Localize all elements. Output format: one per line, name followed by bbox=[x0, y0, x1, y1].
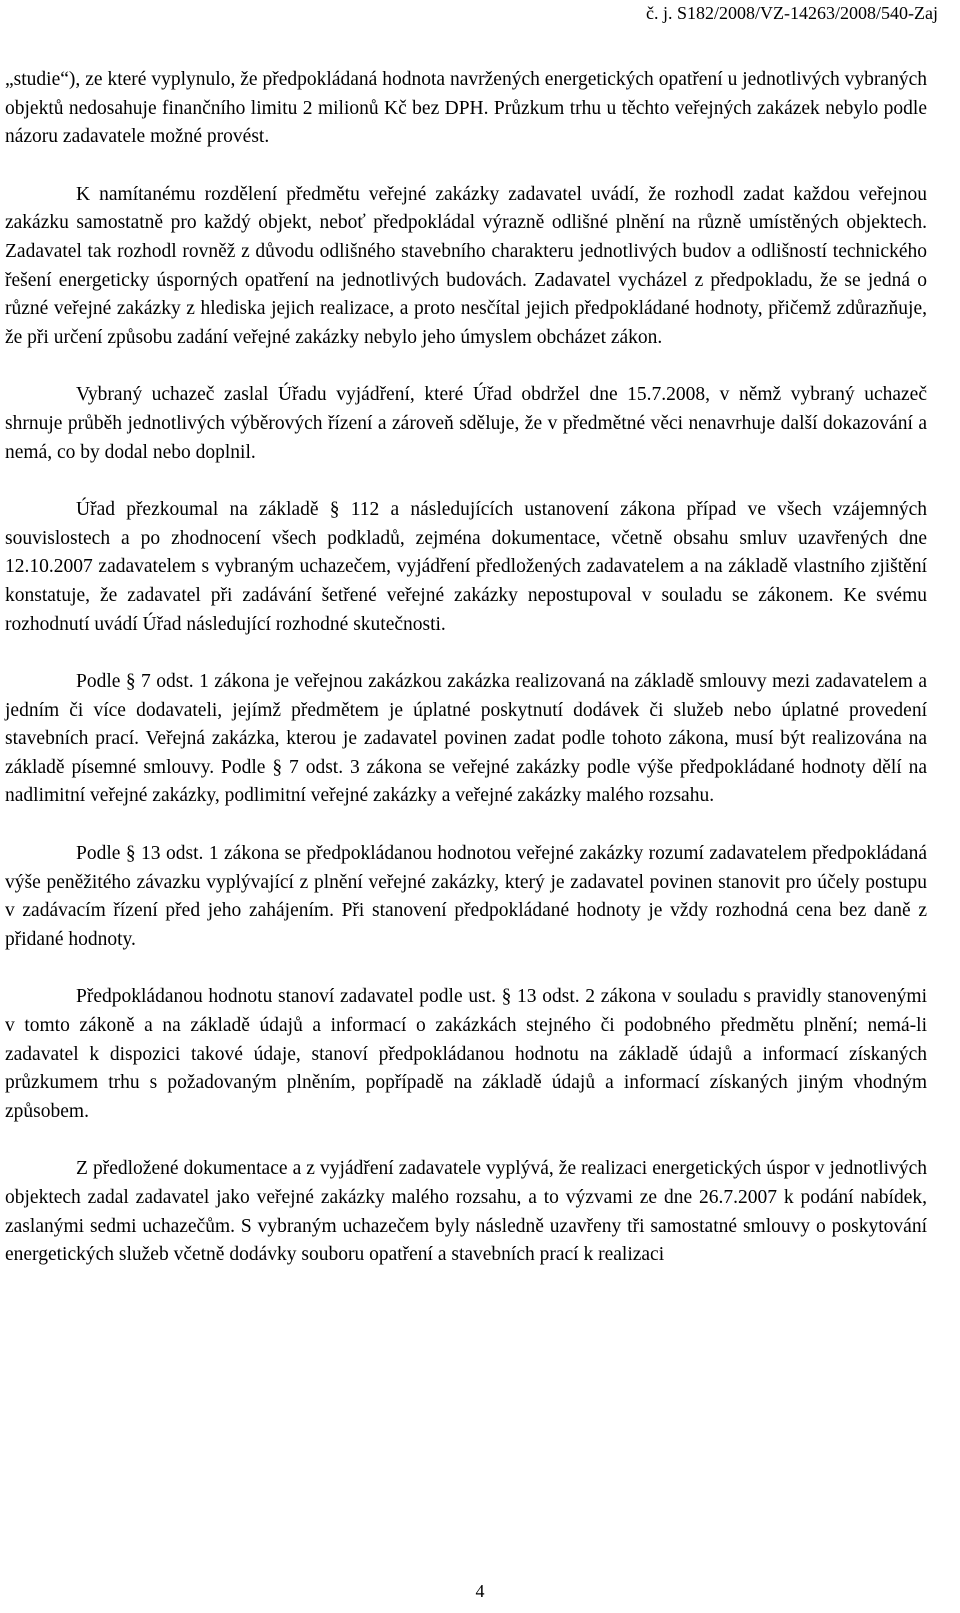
page-number: 4 bbox=[475, 1581, 485, 1601]
document-reference: č. j. S182/2008/VZ-14263/2008/540-Zaj bbox=[646, 3, 938, 23]
paragraph: Z předložené dokumentace a z vyjádření zadavatele vyplývá, že realizaci energetických úspor v jednotlivých objektech zadal zadavatel jako veřejné zakázky malého rozsahu, a to výzvami ze dne 26.7.2007 k podání nabídek, zaslanými sedmi uchazečům. S vybraným uchazečem byly následně uzavřeny tři samostatné smlouvy o poskytování energetických služeb včetně dodávky souboru opatření a stavebních prací k realizaci bbox=[5, 1158, 927, 1266]
paragraph: Úřad přezkoumal na základě § 112 a následujících ustanovení zákona případ ve všech vzájemných souvislostech a po zhodnocení všech podkladů, zejména dokumentace, včetně obsahu smluv uzavřených dne 12.10.2007 zadavatelem s vybraným uchazečem, vyjádření předložených zadavatelem a na základě vlastního zjištění konstatuje, že zadavatel při zadávání šetřené veřejné zakázky nepostupoval v souladu se zákonem. Ke svému rozhodnutí uvádí Úřad následující rozhodné skutečnosti. bbox=[5, 499, 927, 635]
paragraph: Vybraný uchazeč zaslal Úřadu vyjádření, které Úřad obdržel dne 15.7.2008, v němž vybraný uchazeč shrnuje průběh jednotlivých výběrových řízení a zároveň sděluje, že v předmětné věci nenavrhuje další dokazování a nemá, co by dodal nebo doplnil. bbox=[5, 384, 927, 463]
paragraph: Předpokládanou hodnotu stanoví zadavatel podle ust. § 13 odst. 2 zákona v souladu s pravidly stanovenými v tomto zákoně a na základě údajů a informací o zakázkách stejného či podobného předmětu plnění; nemá-li zadavatel k dispozici takové údaje, stanoví předpokládanou hodnotu na základě údajů a informací získaných průzkumem trhu s požadovaným plněním, popřípadě na základě údajů a informací získaných jiným vhodným způsobem. bbox=[5, 986, 927, 1122]
paragraph: Podle § 13 odst. 1 zákona se předpokládanou hodnotou veřejné zakázky rozumí zadavatelem předpokládaná výše peněžitého závazku vyplývající z plnění veřejné zakázky, který je zadavatel povinen stanovit pro účely postupu v zadávacím řízení před jeho zahájením. Při stanovení předpokládané hodnoty je vždy rozhodná cena bez daně z přidané hodnoty. bbox=[5, 843, 927, 950]
document-body bbox=[5, 66, 927, 1299]
paragraph: „studie“), ze které vyplynulo, že předpokládaná hodnota navržených energetických opatření u jednotlivých vybraných objektů nedosahuje finančního limitu 2 milionů Kč bez DPH. Průzkum trhu u těchto veřejných zakázek nebylo podle názoru zadavatele možné provést. bbox=[5, 69, 927, 148]
paragraph: Podle § 7 odst. 1 zákona je veřejnou zakázkou zakázka realizovaná na základě smlouvy mezi zadavatelem a jedním či více dodavateli, jejímž předmětem je úplatné poskytnutí dodávek či služeb nebo úplatné provedení stavebních prací. Veřejná zakázka, kterou je zadavatel povinen zadat podle tohoto zákona, musí být realizována na základě písemné smlouvy. Podle § 7 odst. 3 zákona se veřejné zakázky podle výše předpokládané hodnoty dělí na nadlimitní veřejné zakázky, podlimitní veřejné zakázky a veřejné zakázky malého rozsahu. bbox=[5, 671, 927, 807]
paragraph: K namítanému rozdělení předmětu veřejné zakázky zadavatel uvádí, že rozhodl zadat každou veřejnou zakázku samostatně pro každý objekt, neboť předpokládal výrazně odlišné plnění na různě umístěných objektech. Zadavatel tak rozhodl rovněž z důvodu odlišného stavebního charakteru jednotlivých budov a odlišností technického řešení energeticky úsporných opatření na jednotlivých budovách. Zadavatel vycházel z předpokladu, že se jedná o různé veřejné zakázky z hlediska jejich realizace, a proto nesčítal jejich předpokládané hodnoty, přičemž zdůrazňuje, že při určení způsobu zadání veřejné zakázky nebylo jeho úmyslem obcházet zákon. bbox=[5, 183, 927, 348]
